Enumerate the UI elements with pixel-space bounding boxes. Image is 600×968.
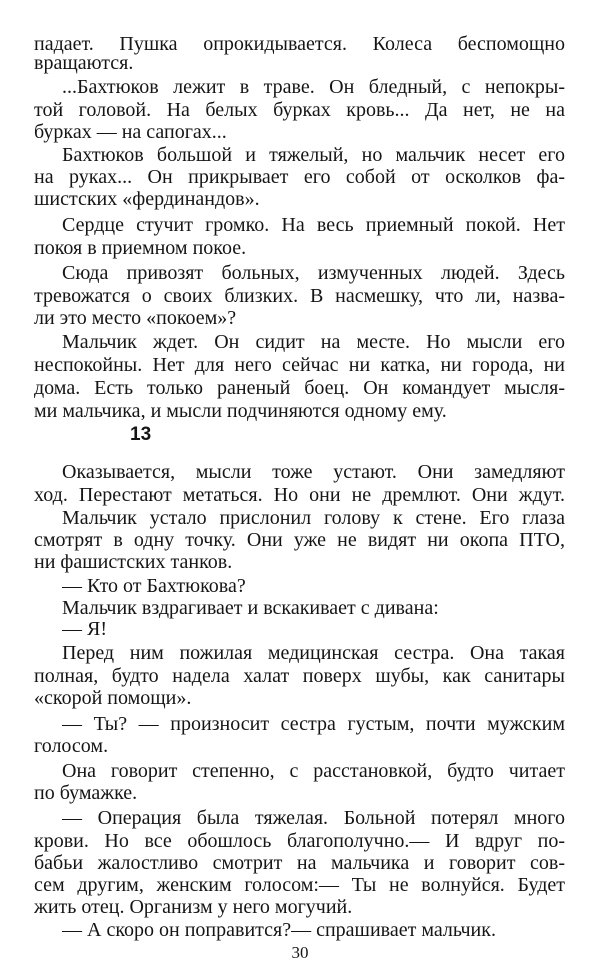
page-number: 30 bbox=[291, 943, 309, 962]
text-line: крови. Но все обошлось благополучно.— И вдруг по- bbox=[34, 830, 565, 852]
text-line: покоя в приемном покое. bbox=[34, 237, 247, 259]
text-line: голосом. bbox=[34, 735, 109, 757]
text-line: — Операция была тяжелая. Больной потерял много bbox=[62, 807, 565, 829]
text-line: Сердце стучит громко. На весь приемный покой. Нет bbox=[62, 214, 565, 236]
text-line: тревожатся о своих близких. В насмешку, что ли, назва- bbox=[34, 285, 565, 307]
text-line: Она говорит степенно, с расстановкой, будто читает bbox=[62, 760, 565, 782]
text-line: «скорой помощи». bbox=[34, 687, 192, 709]
text-line: падает. Пушка опрокидывается. Колеса беспомощно bbox=[34, 33, 565, 55]
text-line: неспокойны. Нет для него сейчас ни катка, ни города, ни bbox=[34, 354, 565, 376]
text-line: жить отец. Организм у него могучий. bbox=[34, 896, 353, 918]
text-line: бурках — на сапогах... bbox=[34, 121, 227, 143]
text-line: — А скоро он поправится?— спрашивает мальчик. bbox=[62, 919, 496, 941]
text-line: ли это место «покоем»? bbox=[34, 307, 237, 329]
text-line: — Кто от Бахтюкова? bbox=[62, 575, 246, 597]
text-line: Сюда привозят больных, измученных людей. Здесь bbox=[62, 262, 565, 284]
text-line: полная, будто надела халат поверх шубы, как санитары bbox=[34, 665, 565, 687]
text-line: ход. Перестают метаться. Но они не дремлют. Они ждут. bbox=[34, 484, 565, 506]
text-line: на руках... Он прикрывает его собой от осколков фа- bbox=[34, 166, 565, 188]
text-line: бабьи жалостливо смотрит на мальчика и говорит сов- bbox=[34, 852, 565, 874]
text-line: смотрят в одну точку. Они уже не видят ни окопа ПТО, bbox=[34, 529, 565, 551]
chapter-number: 13 bbox=[130, 424, 152, 445]
text-line: сем другим, женским голосом:— Ты не волнуйся. Будет bbox=[34, 874, 565, 896]
text-line: Мальчик ждет. Он сидит на месте. Но мысли его bbox=[62, 331, 565, 353]
text-line: ни фашистских танков. bbox=[34, 551, 233, 573]
text-line: Мальчик устало прислонил голову к стене. Его глаза bbox=[62, 507, 565, 529]
text-line: — Ты? — произносит сестра густым, почти мужским bbox=[62, 713, 565, 735]
text-line: той головой. На белых бурках кровь... Да нет, не на bbox=[34, 99, 565, 121]
text-line: Оказывается, мысли тоже устают. Они замедляют bbox=[62, 461, 565, 483]
text-line: ми мальчика, и мысли подчиняются одному ему. bbox=[34, 400, 447, 422]
text-line: Перед ним пожилая медицинская сестра. Она такая bbox=[62, 642, 565, 664]
text-line: шистских «фердинандов». bbox=[34, 188, 260, 210]
text-line: по бумажке. bbox=[34, 782, 138, 804]
text-line: дома. Есть только раненый боец. Он командует мысля- bbox=[34, 377, 565, 399]
text-line: — Я! bbox=[62, 618, 107, 640]
text-line: ...Бахтюков лежит в траве. Он бледный, с непокры- bbox=[62, 76, 565, 98]
text-line: Мальчик вздрагивает и вскакивает с дивана: bbox=[62, 597, 439, 619]
text-line: вращаются. bbox=[34, 52, 134, 74]
text-line: Бахтюков большой и тяжелый, но мальчик несет его bbox=[62, 144, 565, 166]
